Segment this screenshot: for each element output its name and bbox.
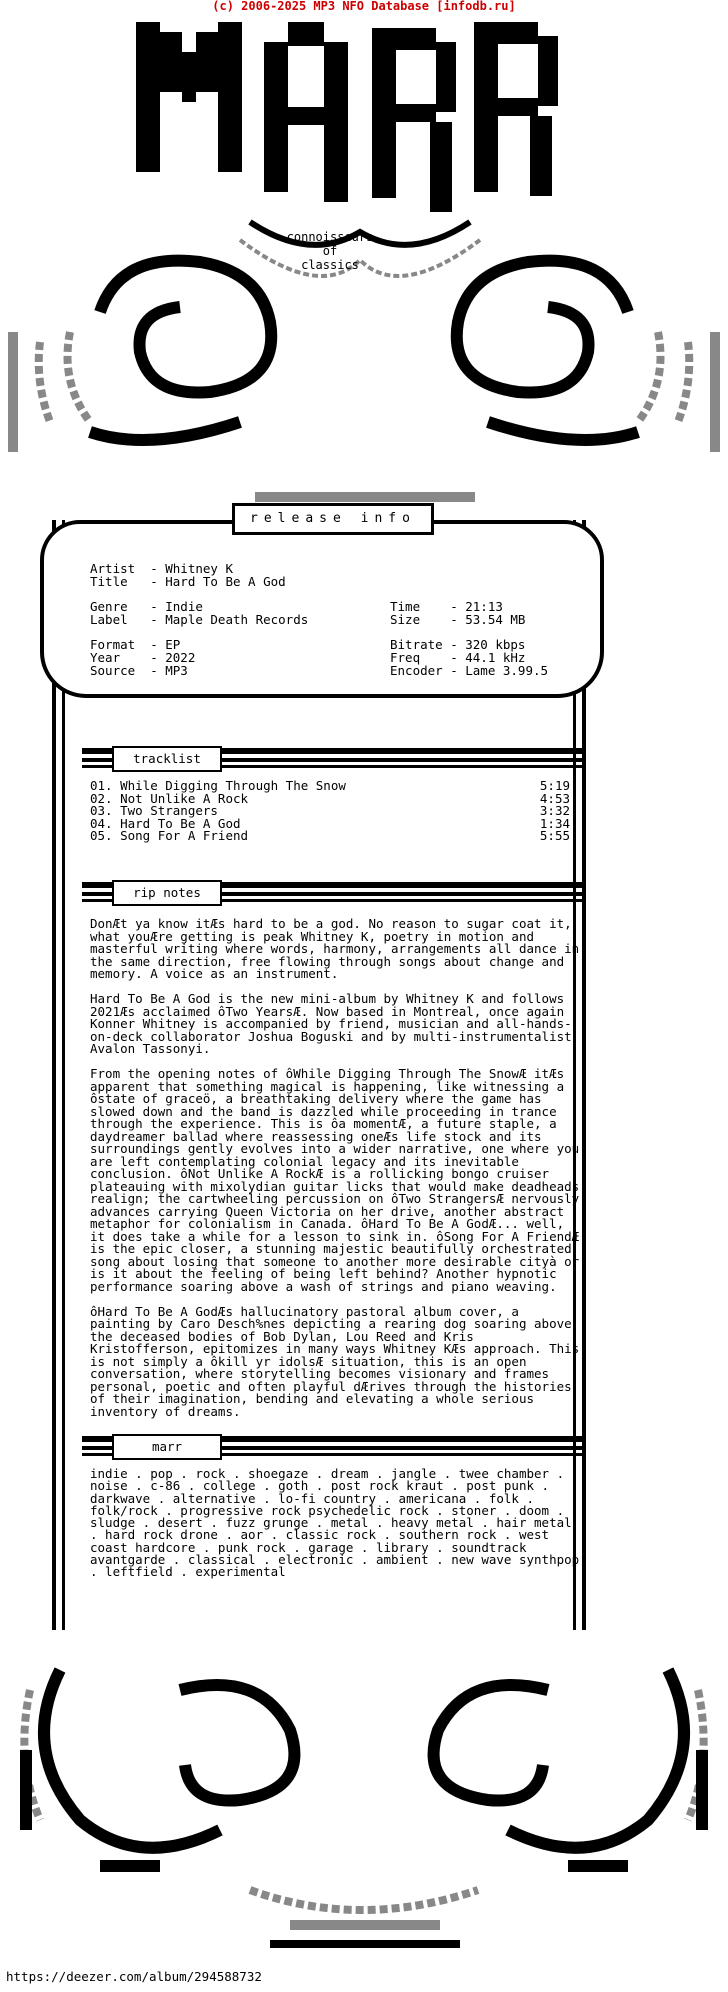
release-info-heading: release info [232, 503, 434, 535]
rip-notes-paragraph: DonÆt ya know itÆs hard to be a god. No reason to sugar coat it, what youÆre getting is peak Whitney K, poetry in motion and masterful writing where words, harmony, arrangements all dance in the same direction, free flowing through songs about change and memory. A voice as an instrument. [90, 916, 580, 981]
info-year: Year - 2022 [90, 650, 196, 665]
marr-heading: marr [112, 1434, 222, 1460]
track-row: 04. Hard To Be A God 1:34 [90, 815, 570, 831]
info-size: Size - 53.54 MB [390, 612, 526, 627]
rip-notes-paragraph: From the opening notes of ôWhile Digging Through The SnowÆ itÆs apparent that something magical is happening, like witnessing a ôstate of graceö, a breathtaking delivery where the game has slowed down and the band is dazzled while proceeding in trance through the experience. This is ôa momentÆ, a future staple, a daydreamer ballad where reassessing oneÆs life stock and its surroundings gently evolves into a wider narrative, one where you are left contemplating colonial legacy and its inevitable conclusion. ôNot Unlike A RockÆ is a rollicking bongo cruiser plateauing with mixolydian guitar licks that would make deadheads realign; the cartwheeling percussion on ôTwo StrangersÆ nervously advances carrying Queen Victoria on her drive, another abstract metaphor for colonialism in Canada. ôHard To Be A GodÆ... well, it does take a while for a lesson to sink in. ôSong For A FriendÆ is the epic closer, a stunning majestic beautifully orchestrated song about losing that someone to another more desirable cityà or is it about the feeling of being left behind? Another hypnotic performance soaring above a wash of strings and piano weaving. [90, 1066, 580, 1294]
info-artist: Artist - Whitney K [90, 561, 233, 576]
info-source: Source - MP3 [90, 663, 188, 678]
info-freq: Freq - 44.1 kHz [390, 650, 526, 665]
genre-tags: indie . pop . rock . shoegaze . dream . jangle . twee chamber . noise . c-86 . college . goth . post rock kraut . post punk . darkwave . alternative . lo-fi country . americana . folk . folk/rock . progressive rock psychedelic rock . stoner . doom . sludge . desert . fuzz grunge . metal . heavy metal . hair metal . hard rock drone . aor . classic rock . southern rock . west coast hardcore . punk rock . garage . library . soundtrack avantgarde . classical . electronic . ambient . new wave synthpop . leftfield . experimental [90, 1466, 580, 1580]
info-genre: Genre - Indie [90, 599, 203, 614]
track-row: 03. Two Strangers 3:32 [90, 803, 570, 818]
rip-notes-paragraph: ôHard To Be A GodÆs hallucinatory pastoral album cover, a painting by Caro Desch%nes depicting a rearing dog soaring above the deceased bodies of Bob Dylan, Lou Reed and Kris Kristofferson, epitomizes in many ways Whitney KÆs approach. This is not simply a ôkill yr idolsÆ situation, this is an open conversation, where storytelling becomes visionary and frames personal, poetic and often playful dÆrives through the histories of their imagination, bending and elevating a whole serious inventory of dreams. [90, 1303, 580, 1419]
footer-ornament-art [0, 1630, 728, 1950]
track-row: 02. Not Unlike A Rock 4:53 [90, 790, 570, 806]
rip-notes-text [90, 918, 584, 1431]
info-format: Format - EP [90, 637, 181, 652]
tracklist [90, 780, 570, 843]
info-encoder: Encoder - Lame 3.99.5 [390, 663, 549, 678]
tracklist-heading: tracklist [112, 746, 222, 772]
rip-notes-heading: rip notes [112, 880, 222, 906]
marr-logo-art [0, 12, 728, 532]
tagline: connoisseurs of classics [286, 230, 374, 272]
track-row: 01. While Digging Through The Snow 5:19 [90, 778, 570, 793]
source-link[interactable]: https://deezer.com/album/294588732 [6, 1969, 262, 1984]
rip-notes-paragraph: Hard To Be A God is the new mini-album by Whitney K and follows 2021Æs acclaimed ôTwo YearsÆ. Now based in Montreal, once again Konner Whitney is accompanied by friend, musician and all-hands-on-deck collaborator Joshua Boguski and by multi-instrumentalist Avalon Tassonyi. [90, 991, 572, 1056]
track-row: 05. Song For A Friend 5:55 [90, 828, 570, 843]
info-bitrate: Bitrate - 320 kbps [390, 637, 526, 652]
info-title: Title - Hard To Be A God [90, 574, 286, 589]
info-time: Time - 21:13 [390, 599, 503, 614]
site-credit: (c) 2006-2025 MP3 NFO Database [infodb.ru] [212, 0, 516, 13]
info-label: Label - Maple Death Records [90, 612, 309, 627]
